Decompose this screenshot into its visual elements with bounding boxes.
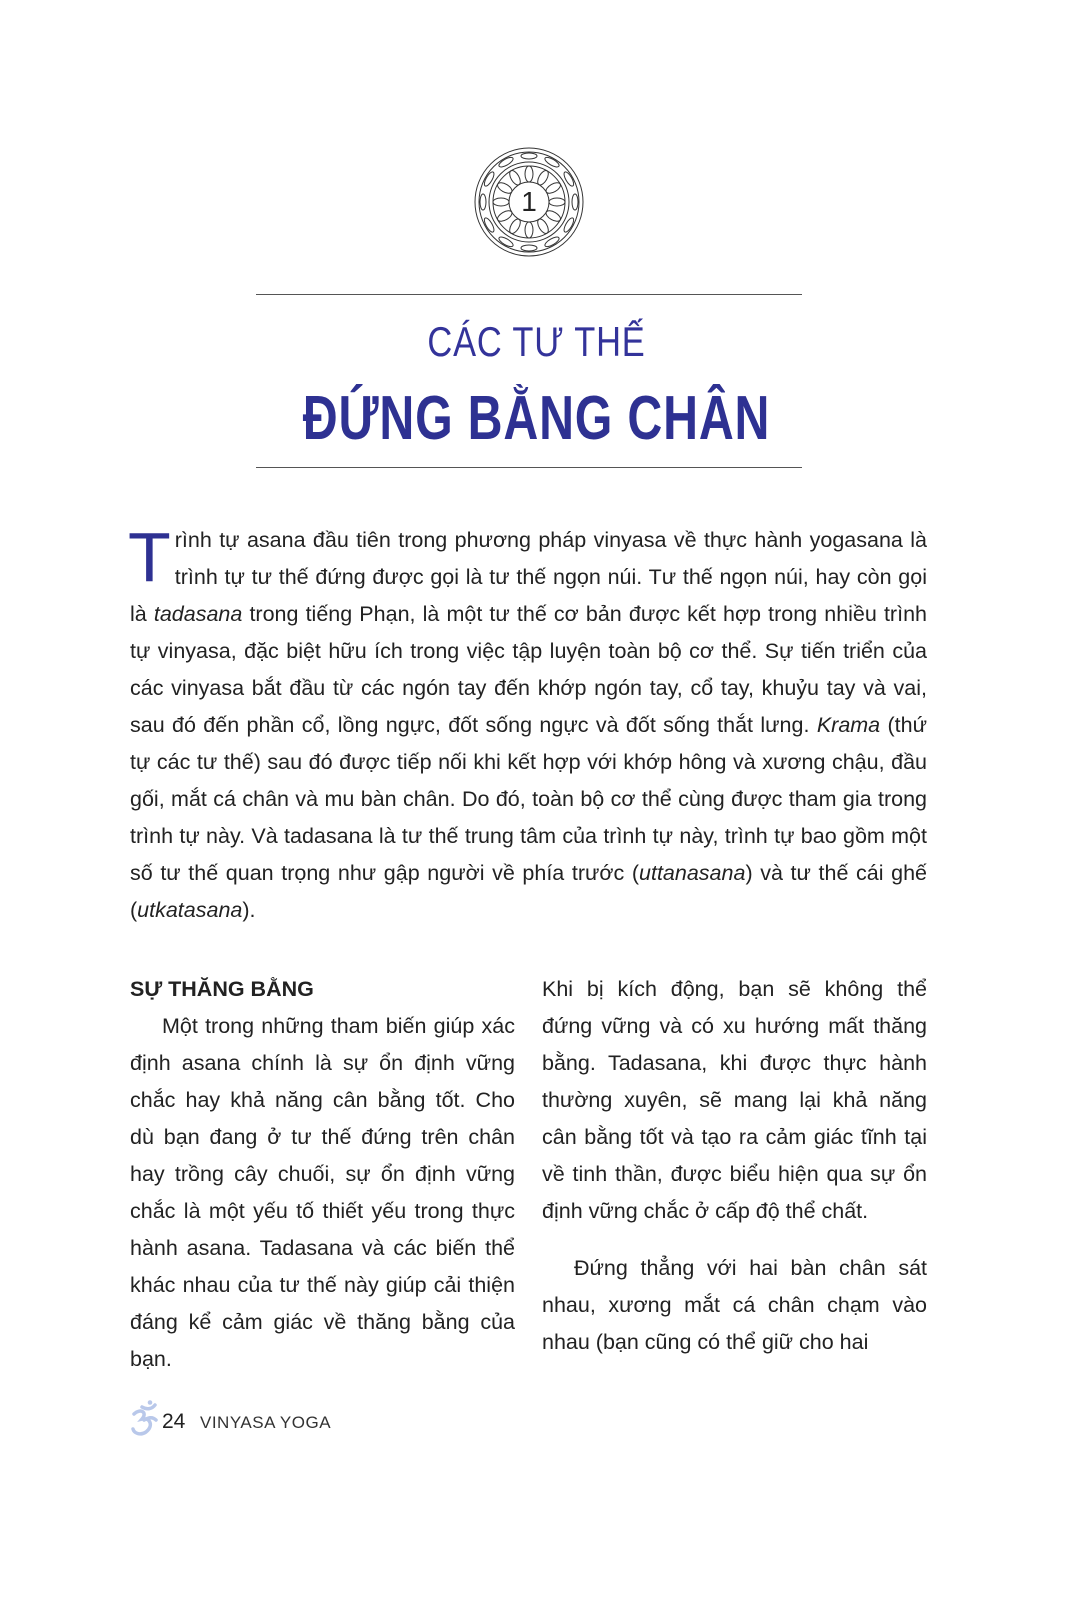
chapter-number: 1 xyxy=(521,186,537,217)
om-icon xyxy=(130,1400,160,1440)
intro-term: utkatasana xyxy=(137,898,243,922)
top-divider xyxy=(256,294,802,295)
body-paragraph: Khi bị kích động, bạn sẽ không thể đứng vững và có xu hướng mất thăng bằng. Tadasana, khi được thực hành thường xuyên, sẽ mang lại khả năng cân bằng tốt và tạo ra cảm giác tĩnh tại về tinh thần, được biểu hiện qua sự ổn định vững chắc ở cấp độ thể chất. xyxy=(542,977,927,1223)
two-column-body xyxy=(130,971,927,1378)
section-heading: SỰ THĂNG BẰNG xyxy=(130,977,314,1001)
intro-text: (thứ tự các tư thế) sau đó được tiếp nối khi kết hợp với khớp hông và xương chậu, đầu gối, mắt cá chân và mu bàn chân. Do đó, toàn bộ cơ thể cùng được tham gia trong trình tự này. Và tadasana là tư thế trung tâm của trình tự này, trình tự bao gồm một số tư thế quan trọng như gập người về phía trước ( xyxy=(130,713,927,885)
page-content xyxy=(128,518,927,1444)
intro-text: rình tự asana đầu tiên trong phương pháp vinyasa về thực hành yogasana là trình tự tư thế đứng được gọi là tư thế ngọn núi. Tư thế ngọn núi, hay còn gọi là xyxy=(130,528,927,626)
intro-text: ) và tư thế cái ghế ( xyxy=(130,861,927,922)
intro-text: trong tiếng Phạn, là một tư thế cơ bản được kết hợp trong nhiều trình tự vinyasa, đặc biệt hữu ích trong việc tập luyện toàn bộ cơ thể. Sự tiến triển của các vinyasa bắt đầu từ các ngón tay đến khớp ngón tay, cổ tay, khuỷu tay và vai, sau đó đến phần cổ, lồng ngực, đốt sống ngực và đốt sống thắt lưng. xyxy=(130,602,927,737)
left-column xyxy=(130,971,515,1378)
body-paragraph: Đứng thẳng với hai bàn chân sát nhau, xương mắt cá chân chạm vào nhau (bạn cũng có thể giữ cho hai xyxy=(542,1256,927,1354)
bottom-divider xyxy=(256,467,802,468)
book-title: VINYASA YOGA xyxy=(200,1413,332,1432)
page-number: 24 xyxy=(162,1410,186,1433)
chapter-kicker: CÁC TƯ THẾ xyxy=(427,318,646,365)
intro-term: Krama xyxy=(816,713,881,737)
page-footer xyxy=(130,1400,927,1444)
drop-cap: T xyxy=(128,518,171,596)
intro-term: tadasana xyxy=(153,602,243,626)
intro-term: uttanasana xyxy=(639,861,746,885)
body-paragraph: Một trong những tham biến giúp xác định asana chính là sự ổn định vững chắc hay khả năng cân bằng tốt. Cho dù bạn đang ở tư thế đứng trên chân hay trồng cây chuối, sự ổn định vững chắc là một yếu tố thiết yếu trong thực hành asana. Tadasana và các biến thể khác nhau của tư thế này giúp cải thiện đáng kể cảm giác về thăng bằng của bạn. xyxy=(130,1014,515,1371)
intro-paragraph xyxy=(128,518,927,929)
chapter-title: ĐỨNG BẰNG CHÂN xyxy=(302,384,771,453)
right-column xyxy=(542,971,927,1378)
intro-text: ). xyxy=(242,898,256,922)
